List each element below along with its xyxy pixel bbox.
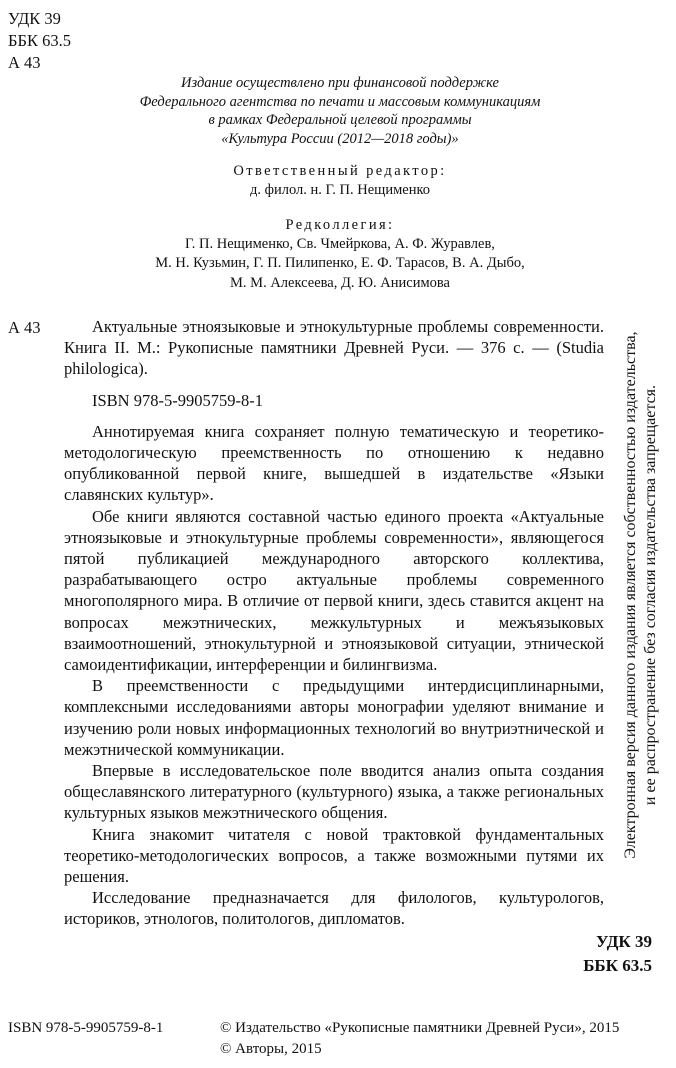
board-line: М. Н. Кузьмин, Г. П. Пилипенко, Е. Ф. Тарасов, В. А. Дыбо, bbox=[155, 255, 525, 272]
copyright-sidebar bbox=[616, 290, 666, 900]
abstract-paragraph: Исследование предназначается для филологов, культурологов, историков, этнологов, политологов, дипломатов. bbox=[64, 888, 604, 929]
udk-code: УДК 39 bbox=[8, 9, 61, 28]
abstract-paragraph: Аннотируемая книга сохраняет полную тематическую и теоретико-методологическую преемственность по отношению к недавно опубликованной первой книге, вышедшей в издательстве «Языки славянских культур». bbox=[64, 421, 604, 505]
isbn-line: ISBN 978-5-9905759-8-1 bbox=[92, 390, 263, 410]
support-line: Федерального агентства по печати и массовым коммуникациям bbox=[139, 93, 541, 110]
abstract-paragraph: Книга знакомит читателя с новой трактовкой фундаментальных теоретико-методологических вопросов, а также возможными путями их решения. bbox=[64, 824, 604, 887]
board-line: М. М. Алексеева, Д. Ю. Анисимова bbox=[230, 274, 450, 291]
abstract-paragraph: В преемственности с предыдущими интердисциплинарными, комплексными исследованиями авторы монографии уделяют внимание и изучению роли новых информационных технологий во внутриэтнической и межэтнической коммуникации. bbox=[64, 676, 604, 759]
abstract bbox=[64, 421, 604, 930]
bottom-bbk: ББК 63.5 bbox=[583, 956, 652, 975]
main-text bbox=[64, 316, 604, 930]
board-line: Г. П. Нещименко, Св. Чмейркова, А. Ф. Журавлев, bbox=[185, 236, 495, 253]
sidebar-line: Электронная версия данного издания является собственностью издательства, bbox=[622, 331, 639, 859]
footer-isbn: ISBN 978-5-9905759-8-1 bbox=[8, 1020, 164, 1036]
bottom-codes bbox=[583, 930, 652, 978]
bibliographic-description: Актуальные этноязыковые и этнокультурные проблемы современности. Книга II. М.: Рукописные памятники Древней Руси. — 376 с. — (Studia philologica). bbox=[64, 317, 604, 379]
support-line: в рамках Федеральной целевой программы bbox=[208, 112, 472, 128]
abstract-paragraph: Впервые в исследовательское поле вводится анализ опыта создания общеславянского литературного (культурного) языка, а также региональных культурных языков межэтнического общения. bbox=[64, 761, 604, 823]
responsible-editor bbox=[80, 162, 600, 200]
bbk-code: ББК 63.5 bbox=[8, 31, 71, 50]
sidebar-line: и ее распространение без согласия издательства запрещается. bbox=[642, 384, 659, 806]
copyright-authors: © Авторы, 2015 bbox=[220, 1041, 322, 1057]
support-line: «Культура России (2012—2018 годы)» bbox=[221, 130, 459, 147]
copyright-publisher: © Издательство «Рукописные памятники Древней Руси», 2015 bbox=[220, 1020, 620, 1036]
abstract-paragraph: Обе книги являются составной частью единого проекта «Актуальные этноязыковые и этнокультурные проблемы современности», являющегося пятой публикацией международного авторского коллектива, разрабатывающего остро актуальные проблемы современного многополярного мира. В отличие от первой книги, здесь ставится акцент на вопросах межэтнических, межкультурных и межъязыковых взаимоотношений, этнокультурной и этноязыковой ситуации, этнической самоидентификации, интерференции и билингвизма. bbox=[64, 506, 604, 675]
header-codes bbox=[8, 8, 71, 74]
support-line: Издание осуществлено при финансовой поддержке bbox=[181, 75, 499, 91]
support-notice bbox=[80, 74, 600, 148]
editor-heading: Ответственный редактор: bbox=[233, 163, 447, 179]
copyright-block bbox=[220, 1018, 619, 1060]
catalog-code: А 43 bbox=[8, 318, 41, 337]
editor-name: д. филол. н. Г. П. Нещименко bbox=[249, 182, 431, 198]
author-mark: А 43 bbox=[8, 53, 41, 72]
board-heading: Редколлегия: bbox=[285, 217, 395, 233]
bottom-udk: УДК 39 bbox=[595, 932, 652, 951]
editorial-board bbox=[80, 216, 600, 293]
